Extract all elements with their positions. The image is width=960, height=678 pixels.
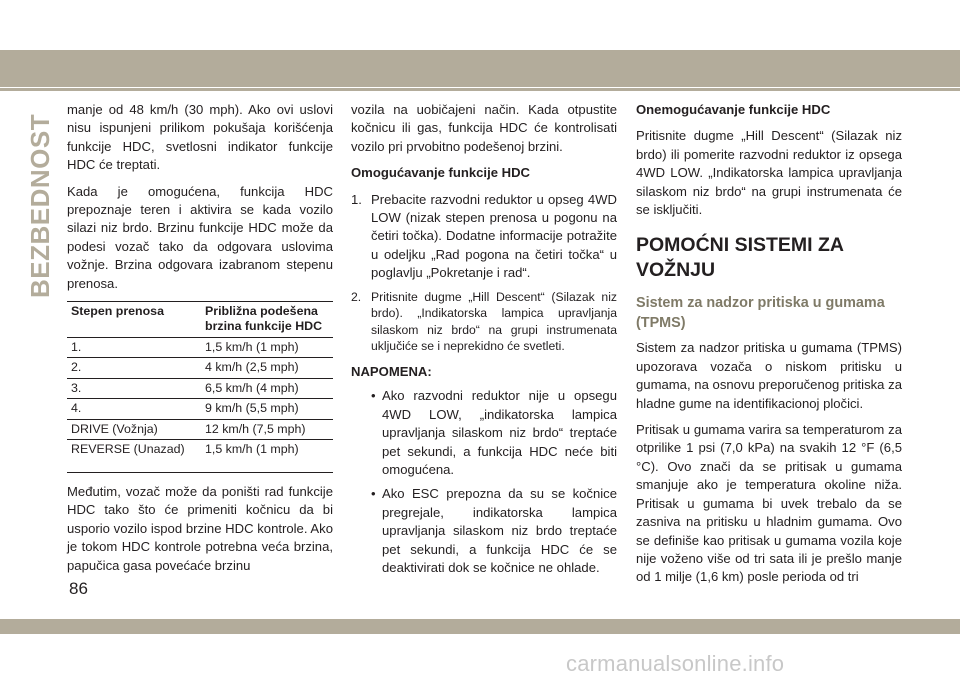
table-header-row — [67, 302, 333, 338]
list-item — [371, 485, 617, 577]
disable-hdc-heading: Onemogućavanje funkcije HDC — [636, 102, 831, 117]
section-side-label: BEZBEDNOST — [25, 113, 55, 298]
table-row — [67, 378, 333, 398]
col1-paragraph-2: Kada je omogućena, funkcija HDC prepoznaje teren i aktivira se kada vozilo silazi niz brdo. Brzinu funkcije HDC može da podesi vozač tako da odgovara uslovima vožnje. Brzina odgovara izabranom stepenu prenosa. — [67, 183, 333, 291]
table-header-gear: Stepen prenosa — [67, 302, 201, 338]
hdc-speed-table — [67, 301, 333, 473]
col1-paragraph-1: manje od 48 km/h (30 mph). Ako ovi uslovi nisu ispunjeni prilikom pokušaja korišćenja funkcije HDC, svetlosni indikator funkcije HDC će treptati. — [67, 102, 333, 173]
col3-paragraph-1: Pritisnite dugme „Hill Descent“ (Silazak niz brdo) ili pomerite razvodni reduktor iz opsega 4WD LOW. „Indikatorska lampica upravljanja silaskom niz brdo“ na grupi instrumenata će se isključiti. — [636, 128, 902, 218]
col3-paragraph-3: Pritisak u gumama varira sa temperaturom za otprilike 1 psi (7,0 kPa) na svakih 12 °F (6,5 °C). Ovo znači da se pritisak u gumama smanjuje ako je temperatura okoline niža. Pritisak u gumama bi uvek trebalo da se zasniva na pritisku u hladnim gumama. Ovo se definiše kao pritisak u gumama vozila koje nije voženo više od tri sata ili je prešlo manje od 1 milje (1,6 km) posle perioda od tri — [636, 422, 902, 585]
table-cell-gear: 1. — [67, 337, 201, 357]
section-heading — [636, 233, 902, 283]
page-top-margin — [0, 0, 960, 50]
section-heading-line-2: VOŽNJU — [636, 259, 716, 282]
column-2 — [351, 101, 617, 584]
list-item — [351, 191, 617, 283]
table-cell-speed: 1,5 km/h (1 mph) — [201, 337, 333, 357]
col2-paragraph-1: vozila na uobičajeni način. Kada otpustite kočnicu ili gas, funkcija HDC će kontrolisati vozilo pri prvobitno podešenoj brzini. — [351, 102, 617, 154]
tpms-heading-line-2: (TPMS) — [636, 315, 686, 332]
enable-hdc-heading: Omogućavanje funkcije HDC — [351, 165, 530, 181]
bullet-glyph: • — [371, 388, 376, 404]
table-cell-gear: 3. — [67, 378, 201, 398]
header-rule — [0, 88, 960, 91]
table-cell-gear: 4. — [67, 399, 201, 419]
step-text: Pritisnite dugme „Hill Descent“ (Silazak niz brdo). „Indikatorska lampica upravljanja silaskom niz brdo“ na grupi instrumenata uključiće se i neprekidno će svetleti. — [371, 289, 617, 354]
note-text: Ako ESC prepozna da su se kočnice pregrejale, indikatorska lampica upravljanja silaskom niz brdo treptaće pet sekundi, a funkcija HDC će se deaktivirati dok se kočnice ne ohlade. — [382, 486, 617, 576]
note-title: NAPOMENA: — [351, 364, 432, 380]
table-row — [67, 337, 333, 357]
note-bullets — [351, 387, 617, 577]
list-item — [371, 387, 617, 479]
section-heading-line-1: POMOĆNI SISTEMI ZA — [636, 234, 845, 257]
table-cell-gear: 2. — [67, 358, 201, 378]
table-cell-speed: 1,5 km/h (1 mph) — [201, 439, 333, 472]
table-cell-speed: 4 km/h (2,5 mph) — [201, 358, 333, 378]
table-row — [67, 419, 333, 439]
footer-band — [0, 619, 960, 634]
tpms-heading-line-1: Sistem za nadzor pritiska u gumama — [636, 295, 885, 312]
step-text: Prebacite razvodni reduktor u opseg 4WD LOW (nizak stepen prenosa u pogonu na četiri točka). Dodatne informacije potražite u odeljku „Rad pogona na četiri točka“ u poglavlju „Pokretanje i rad“. — [371, 191, 617, 281]
note-text: Ako razvodni reduktor nije u opsegu 4WD LOW, „indikatorska lampica upravljanja silaskom niz brdo“ treptaće pet sekundi, a funkcija HDC neće biti omogućena. — [382, 388, 617, 478]
col1-paragraph-3: Međutim, vozač može da poništi rad funkcije HDC tako što će primeniti kočnicu da bi usporio vozilo ispod brzine HDC kontrole. Ako je tokom HDC kontrole potrebna veća brzina, papučica gasa povećaće brzinu — [67, 483, 333, 573]
bullet-glyph: • — [371, 486, 376, 502]
table-row — [67, 439, 333, 472]
table-cell-gear: DRIVE (Vožnja) — [67, 419, 201, 439]
tpms-heading — [636, 293, 902, 333]
column-3 — [636, 101, 902, 595]
enable-steps-list — [351, 191, 617, 355]
table-cell-gear: REVERSE (Unazad) — [67, 439, 201, 472]
step-number: 2. — [351, 289, 362, 304]
column-1 — [67, 101, 333, 583]
col3-paragraph-2: Sistem za nadzor pritiska u gumama (TPMS) upozorava vozača o niskom pritisku u gumama, na osnovu preporučenog pritiska za hladne gume na identifikacionoj pločici. — [636, 340, 902, 411]
table-cell-speed: 9 km/h (5,5 mph) — [201, 399, 333, 419]
step-number: 1. — [351, 191, 362, 207]
watermark-text: carmanualsonline.info — [566, 651, 785, 676]
header-band — [0, 50, 960, 87]
table-row — [67, 358, 333, 378]
table-row — [67, 399, 333, 419]
table-cell-speed: 6,5 km/h (4 mph) — [201, 378, 333, 398]
list-item — [351, 289, 617, 355]
table-cell-speed: 12 km/h (7,5 mph) — [201, 419, 333, 439]
page-number: 86 — [69, 579, 88, 598]
table-header-speed: Približna podešena brzina funkcije HDC — [201, 302, 333, 338]
